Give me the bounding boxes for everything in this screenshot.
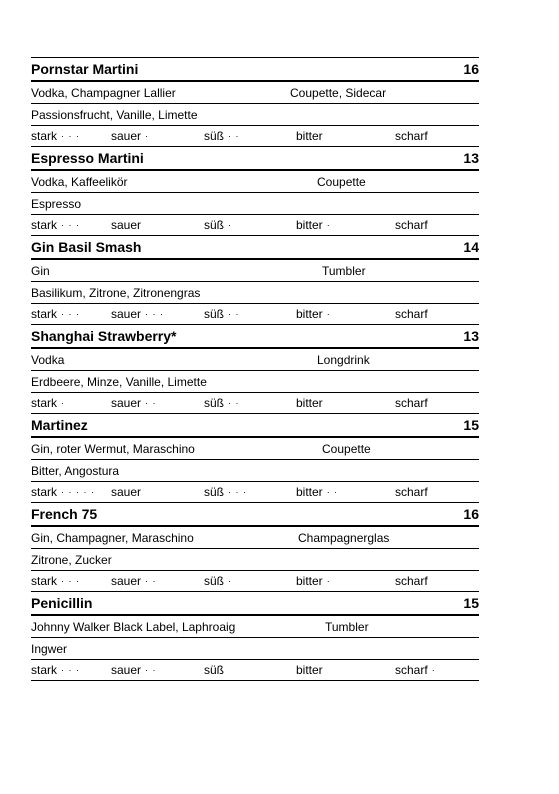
taste-dots: · · · <box>61 576 81 586</box>
secondary-ingredients: Erdbeere, Minze, Vanille, Limette <box>31 374 207 389</box>
taste-suess: süß · <box>204 574 233 588</box>
taste-dots: · · <box>145 665 157 675</box>
main-ingredients: Vodka, Kaffeelikör <box>31 174 128 189</box>
taste-dots: · · <box>228 398 240 408</box>
taste-suess: süß · · · <box>204 485 248 499</box>
cocktail-item <box>31 236 479 325</box>
cocktail-name: Pornstar Martini <box>31 61 139 77</box>
glass-type: Longdrink <box>317 352 370 367</box>
taste-sauer: sauer · · <box>111 663 157 677</box>
taste-bitter: bitter · <box>296 218 331 232</box>
taste-dots: · · · <box>228 487 248 497</box>
taste-scharf: scharf <box>395 307 428 321</box>
taste-sauer: sauer <box>111 485 142 499</box>
taste-sauer: sauer · · · <box>111 307 165 321</box>
ingredients-row <box>31 82 479 104</box>
main-ingredients: Gin, roter Wermut, Maraschino <box>31 441 195 456</box>
taste-bitter: bitter <box>296 663 323 677</box>
cocktail-title-row <box>31 147 479 171</box>
taste-dots: · · · <box>61 309 81 319</box>
cocktail-price: 16 <box>463 506 479 522</box>
taste-dots: · · · <box>145 309 165 319</box>
taste-scharf: scharf <box>395 396 428 410</box>
taste-dots: · <box>61 398 66 408</box>
taste-profile-row <box>31 304 479 325</box>
taste-dots: · <box>431 665 436 675</box>
cocktail-title-row <box>31 503 479 527</box>
secondary-ingredients: Ingwer <box>31 641 68 656</box>
taste-scharf: scharf <box>395 574 428 588</box>
cocktail-name: Shanghai Strawberry* <box>31 328 177 344</box>
taste-dots: · · <box>145 398 157 408</box>
ingredients-row <box>31 193 479 215</box>
secondary-ingredients: Passionsfrucht, Vanille, Limette <box>31 107 198 122</box>
glass-type: Tumbler <box>325 619 369 634</box>
taste-sauer: sauer · · <box>111 574 157 588</box>
cocktail-item <box>31 147 479 236</box>
main-ingredients: Gin, Champagner, Maraschino <box>31 530 194 545</box>
ingredients-row <box>31 104 479 126</box>
taste-suess: süß · <box>204 218 233 232</box>
cocktail-item <box>31 592 479 681</box>
taste-dots: · · <box>145 576 157 586</box>
taste-profile-row <box>31 215 479 236</box>
cocktail-price: 13 <box>463 150 479 166</box>
main-ingredients: Vodka <box>31 352 65 367</box>
cocktail-item <box>31 325 479 414</box>
ingredients-row <box>31 460 479 482</box>
taste-sauer: sauer · <box>111 129 150 143</box>
cocktail-name: Martinez <box>31 417 88 433</box>
taste-profile-row <box>31 126 479 147</box>
taste-stark: stark · · · <box>31 129 81 143</box>
glass-type: Coupette <box>322 441 371 456</box>
taste-dots: · · <box>228 309 240 319</box>
taste-dots: · · · <box>61 220 81 230</box>
ingredients-row <box>31 282 479 304</box>
cocktail-item <box>31 58 479 147</box>
taste-profile-row <box>31 393 479 414</box>
ingredients-row <box>31 549 479 571</box>
taste-dots: · <box>326 220 331 230</box>
cocktail-price: 13 <box>463 328 479 344</box>
taste-dots: · <box>228 220 233 230</box>
taste-profile-row <box>31 482 479 503</box>
cocktail-price: 15 <box>463 417 479 433</box>
taste-dots: · <box>326 576 331 586</box>
taste-dots: · <box>228 576 233 586</box>
taste-bitter: bitter <box>296 129 323 143</box>
main-ingredients: Johnny Walker Black Label, Laphroaig <box>31 619 236 634</box>
secondary-ingredients: Zitrone, Zucker <box>31 552 112 567</box>
taste-bitter: bitter · <box>296 574 331 588</box>
cocktail-item <box>31 503 479 592</box>
cocktail-price: 14 <box>463 239 479 255</box>
taste-sauer: sauer <box>111 218 142 232</box>
taste-dots: · · <box>228 131 240 141</box>
ingredients-row <box>31 638 479 660</box>
cocktail-price: 15 <box>463 595 479 611</box>
ingredients-row <box>31 371 479 393</box>
taste-suess: süß · · <box>204 307 240 321</box>
taste-stark: stark · · · · · <box>31 485 96 499</box>
cocktail-title-row <box>31 325 479 349</box>
taste-profile-row <box>31 571 479 592</box>
taste-dots: · · · <box>61 665 81 675</box>
taste-dots: · · · <box>61 131 81 141</box>
cocktail-title-row <box>31 592 479 616</box>
taste-suess: süß <box>204 663 225 677</box>
taste-profile-row <box>31 660 479 681</box>
cocktail-title-row <box>31 236 479 260</box>
taste-scharf: scharf <box>395 485 428 499</box>
taste-stark: stark · · · <box>31 574 81 588</box>
taste-dots: · <box>326 309 331 319</box>
taste-stark: stark · · · <box>31 218 81 232</box>
glass-type: Tumbler <box>322 263 366 278</box>
ingredients-row <box>31 438 479 460</box>
cocktail-title-row <box>31 414 479 438</box>
secondary-ingredients: Espresso <box>31 196 82 211</box>
taste-bitter: bitter <box>296 396 323 410</box>
taste-suess: süß · · <box>204 129 240 143</box>
taste-dots: · <box>145 131 150 141</box>
cocktail-name: French 75 <box>31 506 98 522</box>
ingredients-row <box>31 616 479 638</box>
main-ingredients: Vodka, Champagner Lallier <box>31 85 176 100</box>
main-ingredients: Gin <box>31 263 50 278</box>
glass-type: Coupette <box>317 174 366 189</box>
ingredients-row <box>31 260 479 282</box>
ingredients-row <box>31 349 479 371</box>
cocktail-menu <box>31 57 479 681</box>
secondary-ingredients: Basilikum, Zitrone, Zitronengras <box>31 285 201 300</box>
taste-stark: stark · · · <box>31 307 81 321</box>
taste-bitter: bitter · <box>296 307 331 321</box>
cocktail-name: Penicillin <box>31 595 93 611</box>
taste-scharf: scharf <box>395 129 428 143</box>
cocktail-item <box>31 414 479 503</box>
cocktail-title-row <box>31 58 479 82</box>
glass-type: Champagnerglas <box>298 530 390 545</box>
taste-stark: stark · · · <box>31 663 81 677</box>
glass-type: Coupette, Sidecar <box>290 85 387 100</box>
taste-suess: süß · · <box>204 396 240 410</box>
cocktail-name: Espresso Martini <box>31 150 144 166</box>
taste-stark: stark · <box>31 396 66 410</box>
cocktail-name: Gin Basil Smash <box>31 239 142 255</box>
taste-scharf: scharf <box>395 218 428 232</box>
cocktail-price: 16 <box>463 61 479 77</box>
ingredients-row <box>31 171 479 193</box>
secondary-ingredients: Bitter, Angostura <box>31 463 120 478</box>
taste-dots: · · · · · <box>61 487 96 497</box>
taste-dots: · · <box>326 487 339 497</box>
ingredients-row <box>31 527 479 549</box>
taste-bitter: bitter · · <box>296 485 339 499</box>
taste-sauer: sauer · · <box>111 396 157 410</box>
taste-scharf: scharf · <box>395 663 436 677</box>
